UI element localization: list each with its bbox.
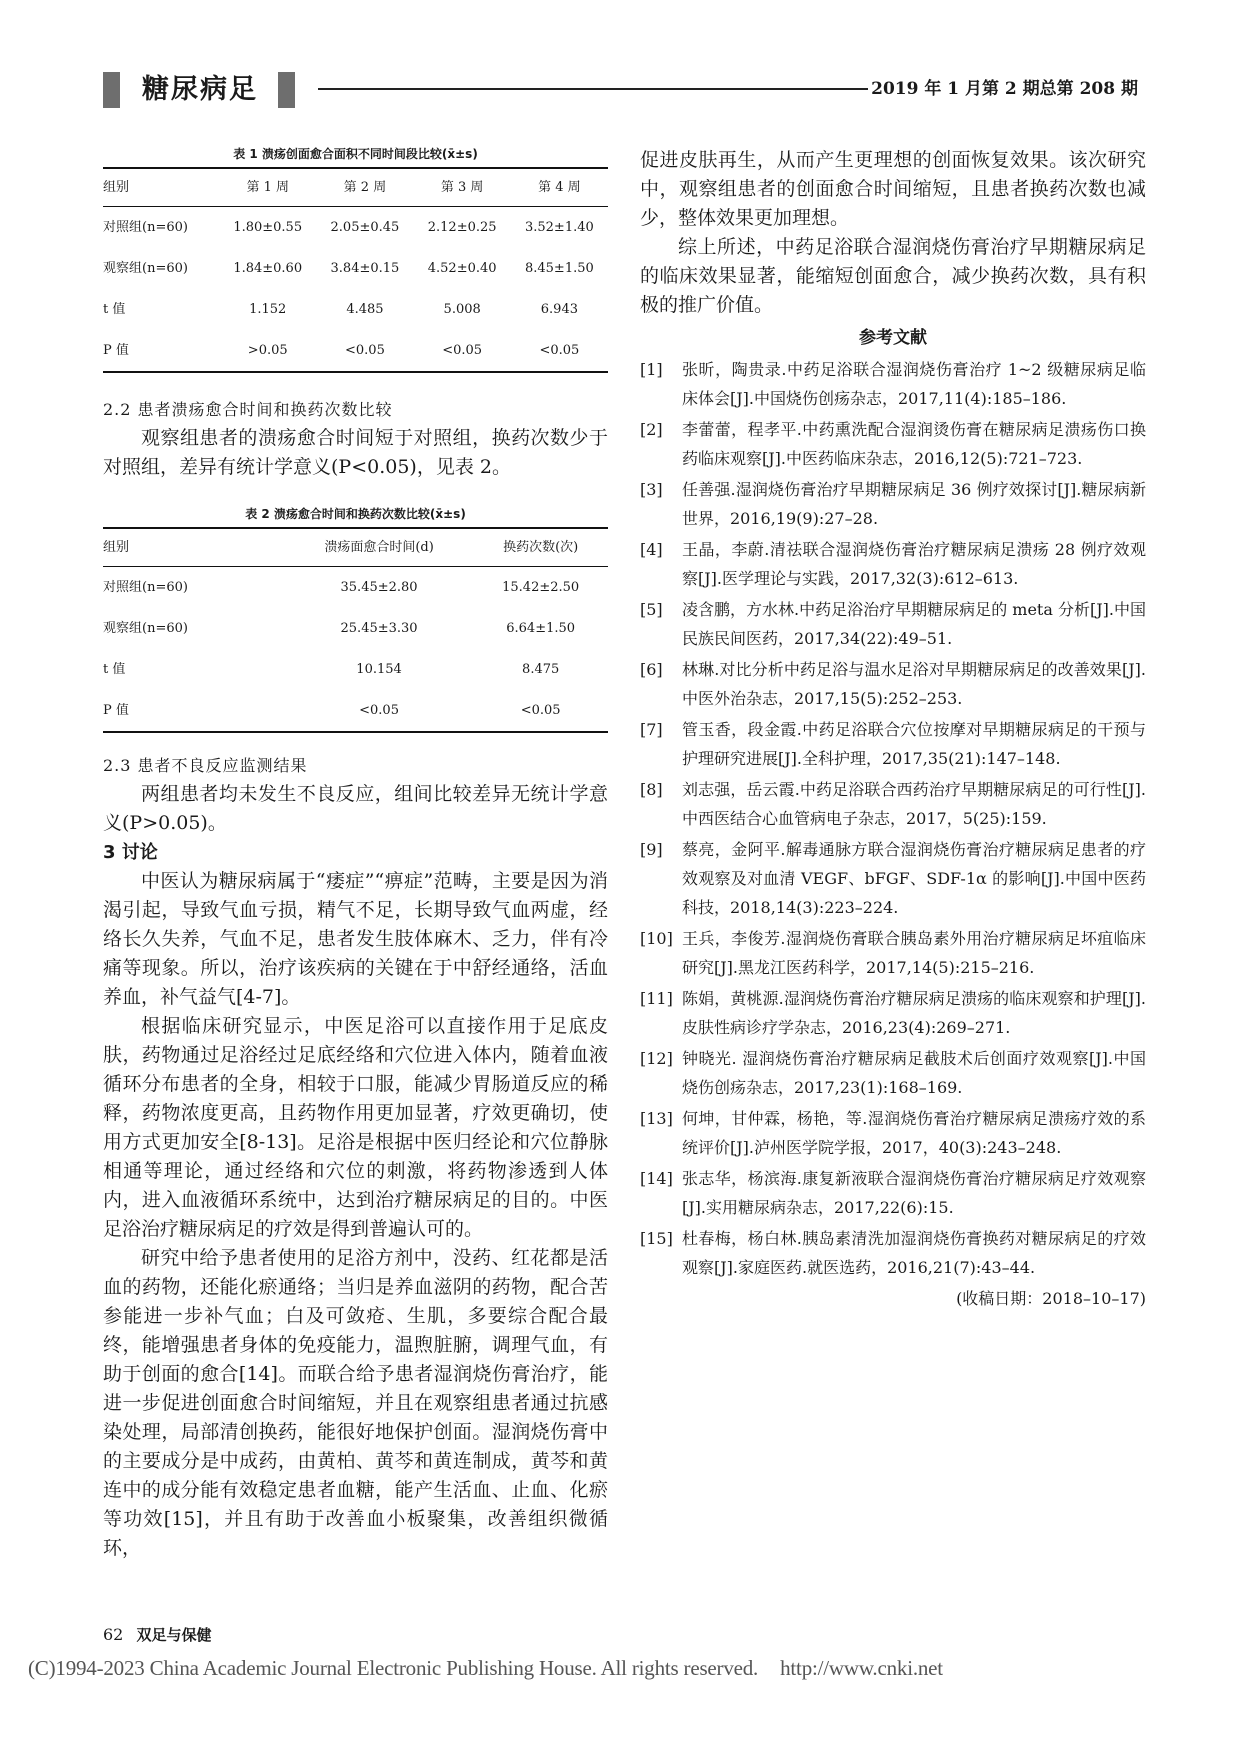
reference-text: 任善强.湿润烧伤膏治疗早期糖尿病足 36 例疗效探讨[J].糖尿病新世界，2016,19(9):27–28. [682, 480, 1146, 528]
reference-item [640, 475, 1146, 533]
table-cell: 15.42±2.50 [502, 580, 580, 595]
reference-text: 张昕，陶贵录.中药足浴联合湿润烧伤膏治疗 1~2 级糖尿病足临床体会[J].中国烧伤创疡杂志，2017,11(4):185–186. [682, 360, 1146, 408]
section-2-3-heading: 2.3 患者不良反应监测结果 [103, 756, 308, 775]
reference-list [640, 355, 1146, 1282]
section-2-3-text: 两组患者均未发生不良反应，组间比较差异无统计学意义(P>0.05)。 [103, 783, 608, 834]
cnki-url[interactable]: http://www.cnki.net [780, 1656, 943, 1680]
table-row [103, 649, 608, 690]
reference-number: [11] [640, 989, 673, 1008]
reference-text: 管玉香，段金霞.中药足浴联合穴位按摩对早期糖尿病足的干预与护理研究进展[J].全科护理，2017,35(21):147–148. [682, 720, 1146, 768]
reference-text: 王晶，李蔚.清祛联合湿润烧伤膏治疗糖尿病足溃疡 28 例疗效观察[J].医学理论与实践，2017,32(3):612–613. [682, 540, 1146, 588]
reference-number: [1] [640, 360, 663, 379]
section-3-heading: 3 讨论 [103, 842, 158, 863]
table-cell: <0.05 [285, 690, 474, 732]
table-cell: 观察组(n=60) [103, 621, 188, 636]
header-block-left [103, 72, 120, 108]
table-cell: 6.943 [540, 302, 578, 317]
reference-item [640, 595, 1146, 653]
table-cell: 10.154 [356, 662, 402, 677]
reference-item [640, 1044, 1146, 1102]
table-cell: 2.05±0.45 [330, 220, 400, 235]
table-cell: 3.84±0.15 [330, 261, 400, 276]
table-cell: 6.64±1.50 [506, 621, 576, 636]
table-cell: <0.05 [511, 330, 608, 372]
table-cell: 1.80±0.55 [233, 220, 303, 235]
reference-number: [8] [640, 780, 663, 799]
table-row [103, 690, 608, 732]
section-2-2-text: 观察组患者的溃疡愈合时间短于对照组，换药次数少于对照组，差异有统计学意义(P<0.05)，见表 2。 [103, 427, 608, 478]
reference-item [640, 835, 1146, 922]
table-cell: 2.12±0.25 [427, 220, 497, 235]
reference-item [640, 715, 1146, 773]
table-cell: 1.84±0.60 [233, 261, 303, 276]
table-cell: t 值 [103, 302, 126, 317]
reference-item [640, 355, 1146, 413]
reference-text: 凌含鹏，方水林.中药足浴治疗早期糖尿病足的 meta 分析[J].中国民族民间医药，2017,34(22):49–51. [682, 600, 1146, 648]
reference-text: 钟晓光. 湿润烧伤膏治疗糖尿病足截肢术后创面疗效观察[J].中国烧伤创疡杂志，2017,23(1):168–169. [682, 1049, 1146, 1097]
reference-number: [9] [640, 840, 663, 859]
table-row [103, 289, 608, 330]
conclusion-paragraph: 综上所述，中药足浴联合湿润烧伤膏治疗早期糖尿病足的临床效果显著，能缩短创面愈合，减少换药次数，具有积极的推广价值。 [640, 236, 1146, 316]
reference-number: [6] [640, 660, 663, 679]
copyright-text: (C)1994-2023 China Academic Journal Electronic Publishing House. All rights reserved. [28, 1656, 759, 1680]
table2-caption: 表 2 溃疡愈合时间和换药次数比较(x̄±s) [245, 507, 466, 521]
issue-info: 2019 年 1 月第 2 期总第 208 期 [871, 79, 1138, 99]
page-footer [103, 1624, 211, 1645]
table-cell: 对照组(n=60) [103, 220, 188, 235]
table-cell: t 值 [103, 662, 126, 677]
reference-item [640, 775, 1146, 833]
reference-item [640, 1104, 1146, 1162]
journal-section-title: 糖尿病足 [142, 74, 258, 105]
table-cell: 3.52±1.40 [524, 220, 594, 235]
copyright-watermark [28, 1656, 943, 1681]
left-column [103, 146, 608, 1563]
reference-item [640, 1164, 1146, 1222]
table-cell: <0.05 [414, 330, 511, 372]
reference-number: [4] [640, 540, 663, 559]
table-cell: 对照组(n=60) [103, 580, 188, 595]
table-cell: P 值 [103, 330, 219, 372]
table1-header: 第 1 周 [219, 168, 316, 207]
discussion-paragraph-3-continued: 促进皮肤再生，从而产生更理想的创面恢复效果。该次研究中，观察组患者的创面愈合时间缩短，且患者换药次数也减少，整体效果更加理想。 [640, 149, 1146, 229]
table-row [103, 608, 608, 649]
footer-journal-name: 双足与保健 [136, 1626, 212, 1644]
reference-number: [2] [640, 420, 663, 439]
table1-caption: 表 1 溃疡创面愈合面积不同时间段比较(x̄±s) [233, 147, 478, 161]
reference-number: [5] [640, 600, 663, 619]
reference-number: [7] [640, 720, 663, 739]
reference-number: [13] [640, 1109, 673, 1128]
reference-item [640, 415, 1146, 473]
table-cell: 8.475 [522, 662, 560, 677]
reference-item [640, 535, 1146, 593]
reference-text: 蔡亮，金阿平.解毒通脉方联合湿润烧伤膏治疗糖尿病足患者的疗效观察及对血清 VEGF、bFGF、SDF-1α 的影响[J].中国中医药科技，2018,14(3):223–224. [682, 840, 1146, 917]
table1-header: 第 4 周 [511, 168, 608, 207]
reference-item [640, 924, 1146, 982]
table-row [103, 330, 608, 372]
table-cell: 4.52±0.40 [427, 261, 497, 276]
table-cell: >0.05 [219, 330, 316, 372]
discussion-paragraph-2: 根据临床研究显示，中医足浴可以直接作用于足底皮肤，药物通过足浴经过足底经络和穴位进入体内，随着血液循环分布患者的全身，相较于口服，能减少胃肠道反应的稀释，药物浓度更高，且药物作用更加显著，疗效更确切，使用方式更加安全[8-13]。足浴是根据中医归经论和穴位静脉相通等理论，通过经络和穴位的刺激，将药物渗透到人体内，进入血液循环系统中，达到治疗糖尿病足的目的。中医足浴治疗糖尿病足的疗效是得到普遍认可的。 [103, 1015, 608, 1240]
table-cell: 25.45±3.30 [340, 621, 418, 636]
table-cell: <0.05 [473, 690, 608, 732]
table2-header: 组别 [103, 528, 285, 567]
table2-header: 溃疡面愈合时间(d) [285, 528, 474, 567]
discussion-paragraph-1: 中医认为糖尿病属于“痿症”“痹症”范畴，主要是因为消渴引起，导致气血亏损，精气不足，长期导致气血两虚，经络长久失养，气血不足，患者发生肢体麻木、乏力，伴有冷痛等现象。所以，治疗该疾病的关键在于中舒经通络，活血养血，补气益气[4-7]。 [103, 870, 608, 1008]
reference-item [640, 655, 1146, 713]
table1-header: 第 2 周 [316, 168, 413, 207]
reference-number: [12] [640, 1049, 673, 1068]
table1 [103, 167, 608, 373]
table-row [103, 248, 608, 289]
reference-text: 王兵，李俊芳.湿润烧伤膏联合胰岛素外用治疗糖尿病足坏疽临床研究[J].黑龙江医药科学，2017,14(5):215–216. [682, 929, 1146, 977]
table-cell: 35.45±2.80 [340, 580, 418, 595]
reference-number: [10] [640, 929, 673, 948]
table1-header: 第 3 周 [414, 168, 511, 207]
header-rule [318, 88, 868, 90]
reference-text: 陈娟，黄桃源.湿润烧伤膏治疗糖尿病足溃疡的临床观察和护理[J].皮肤性病诊疗学杂志，2016,23(4):269–271. [682, 989, 1146, 1037]
table-row [103, 567, 608, 609]
received-date: (收稿日期：2018–10–17) [956, 1289, 1146, 1308]
discussion-paragraph-3: 研究中给予患者使用的足浴方剂中，没药、红花都是活血的药物，还能化瘀通络；当归是养血滋阴的药物，配合苦参能进一步补气血；白及可敛疮、生肌，多要综合配合最终，能增强患者身体的免疫能力，温煦脏腑，调理气血，有助于创面的愈合[14]。而联合给予患者湿润烧伤膏治疗，能进一步促进创面愈合时间缩短，并且在观察组患者通过抗感染处理，局部清创换药，能很好地保护创面。湿润烧伤膏中的主要成分是中成药，由黄柏、黄芩和黄连制成，黄芩和黄连中的成分能有效稳定患者血糖，能产生活血、止血、化瘀等功效[15]，并且有助于改善血小板聚集，改善组织微循环， [103, 1247, 608, 1559]
table-row [103, 207, 608, 249]
right-column [640, 146, 1146, 1313]
table-cell: 4.485 [346, 302, 384, 317]
reference-item [640, 1224, 1146, 1282]
reference-number: [15] [640, 1229, 673, 1248]
page-number: 62 [103, 1625, 124, 1644]
table-cell: 1.152 [249, 302, 287, 317]
table-cell: P 值 [103, 690, 285, 732]
table1-header: 组别 [103, 168, 219, 207]
table2 [103, 527, 608, 733]
reference-text: 刘志强，岳云霞.中药足浴联合西药治疗早期糖尿病足的可行性[J].中西医结合心血管病电子杂志，2017，5(25):159. [682, 780, 1146, 828]
reference-text: 杜春梅，杨白林.胰岛素清洗加湿润烧伤膏换药对糖尿病足的疗效观察[J].家庭医药.就医选药，2016,21(7):43–44. [682, 1229, 1146, 1277]
reference-text: 张志华，杨滨海.康复新液联合湿润烧伤膏治疗糖尿病足疗效观察[J].实用糖尿病杂志，2017,22(6):15. [682, 1169, 1146, 1217]
reference-item [640, 984, 1146, 1042]
table-cell: <0.05 [316, 330, 413, 372]
table-cell: 8.45±1.50 [524, 261, 594, 276]
reference-number: [3] [640, 480, 663, 499]
table-cell: 观察组(n=60) [103, 261, 188, 276]
table2-header: 换药次数(次) [473, 528, 608, 567]
reference-text: 李蕾蕾，程孝平.中药熏洗配合湿润烫伤膏在糖尿病足溃疡伤口换药临床观察[J].中医药临床杂志，2016,12(5):721–723. [682, 420, 1146, 468]
table-cell: 5.008 [443, 302, 481, 317]
reference-text: 何坤，甘仲霖，杨艳，等.湿润烧伤膏治疗糖尿病足溃疡疗效的系统评价[J].泸州医学院学报，2017，40(3):243–248. [682, 1109, 1146, 1157]
reference-text: 林琳.对比分析中药足浴与温水足浴对早期糖尿病足的改善效果[J].中医外治杂志，2017,15(5):252–253. [682, 660, 1146, 708]
header-block-right [278, 72, 295, 108]
references-heading: 参考文献 [859, 328, 927, 348]
reference-number: [14] [640, 1169, 673, 1188]
section-2-2-heading: 2.2 患者溃疡愈合时间和换药次数比较 [103, 400, 393, 419]
